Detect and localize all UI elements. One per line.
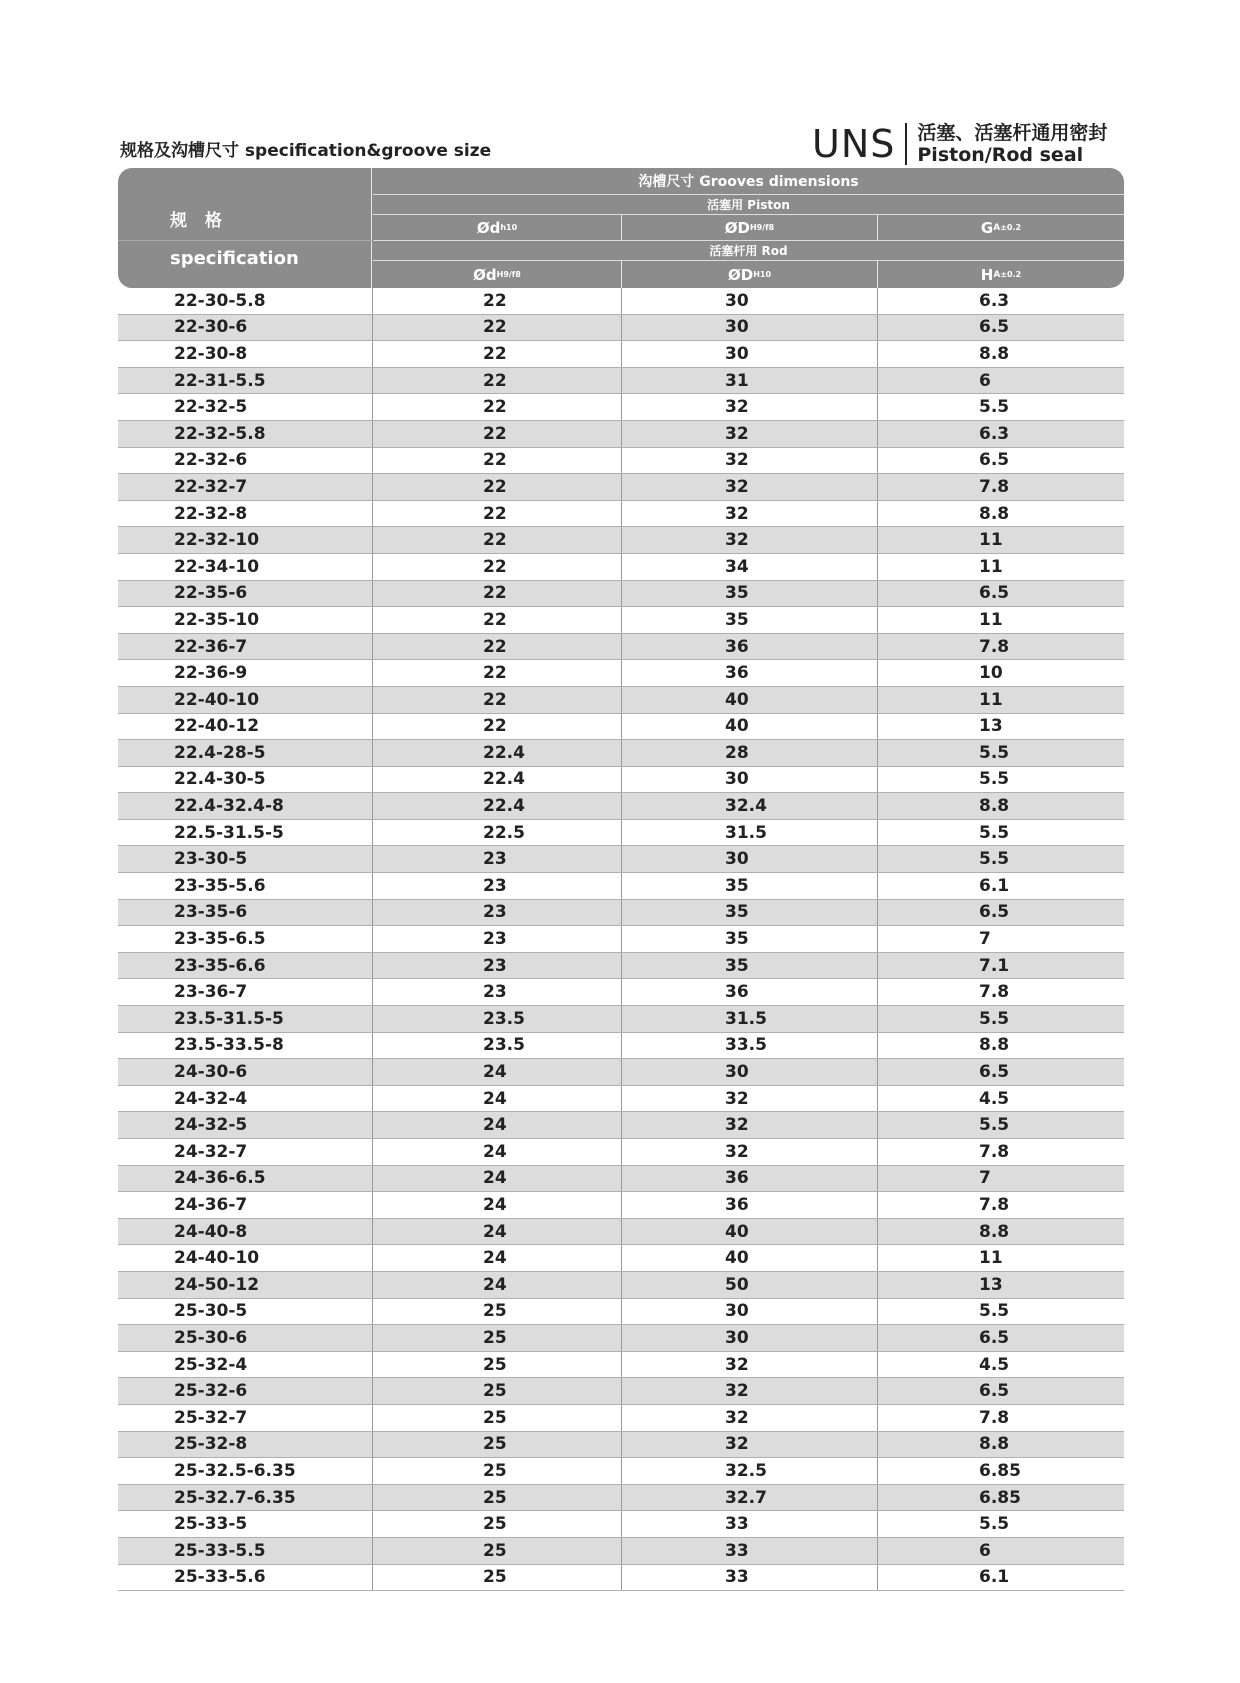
D-cell: 50 [622,1272,878,1298]
brand-text [907,122,1107,166]
d-cell: 25 [373,1432,622,1458]
D-cell: 32.5 [622,1458,878,1484]
piston-label: 活塞用 Piston [373,195,1124,215]
D-cell: 33 [622,1565,878,1591]
d-cell: 22.4 [373,793,622,819]
table-row [118,714,1124,741]
D-cell: 32 [622,474,878,500]
table-row [118,501,1124,528]
table-row [118,1086,1124,1113]
d-cell: 22 [373,607,622,633]
D-cell: 33.5 [622,1033,878,1059]
d-cell: 22 [373,581,622,607]
d-cell: 25 [373,1485,622,1511]
D-cell: 32 [622,1086,878,1112]
D-cell: 32 [622,421,878,447]
D-cell: 35 [622,581,878,607]
d-cell: 24 [373,1139,622,1165]
table-row [118,1192,1124,1219]
table-row [118,1272,1124,1299]
table-row [118,820,1124,847]
table-row [118,1245,1124,1272]
spec-cell: 25-30-6 [118,1325,373,1351]
d-cell: 22 [373,660,622,686]
table-row [118,953,1124,980]
D-cell: 32 [622,448,878,474]
table-row [118,1166,1124,1193]
page-title: 规格及沟槽尺寸 specification&groove size [120,141,492,161]
D-cell: 30 [622,341,878,367]
groove-width-cell: 5.5 [979,822,1010,843]
D-cell: 32 [622,1432,878,1458]
groove-width-cell: 5.5 [979,1115,1010,1136]
brand-block [812,120,1107,168]
d-cell: 25 [373,1458,622,1484]
spec-header [118,168,372,288]
table-row [118,1565,1124,1592]
d-cell: 22 [373,501,622,527]
D-cell: 35 [622,873,878,899]
d-cell: 23.5 [373,1006,622,1032]
D-cell: 31.5 [622,1006,878,1032]
D-cell: 32.4 [622,793,878,819]
D-cell: 35 [622,900,878,926]
d-cell: 22 [373,394,622,420]
D-cell: 36 [622,1192,878,1218]
spec-cell: 23-36-7 [118,979,373,1005]
table-row [118,1059,1124,1086]
d-cell: 23 [373,900,622,926]
table-row [118,394,1124,421]
groove-width-cell: 7.8 [979,1141,1010,1162]
spec-header-divider [118,240,372,241]
D-cell: 28 [622,740,878,766]
spec-cell: 24-32-5 [118,1112,373,1138]
groove-width-cell: 5.5 [979,849,1010,870]
D-cell: 33 [622,1538,878,1564]
groove-width-cell: 11 [979,609,1003,630]
d-cell: 23 [373,953,622,979]
d-cell: 25 [373,1325,622,1351]
spec-cell: 22-32-5.8 [118,421,373,447]
spec-cell: 22-31-5.5 [118,368,373,394]
D-cell: 40 [622,1219,878,1245]
spec-cell: 22-35-10 [118,607,373,633]
D-cell: 32 [622,1352,878,1378]
spec-cell: 23.5-33.5-8 [118,1033,373,1059]
spec-cell: 22.4-28-5 [118,740,373,766]
table-row [118,448,1124,475]
d-cell: 25 [373,1511,622,1537]
groove-width-cell: 13 [979,1274,1003,1295]
groove-width-cell: 11 [979,556,1003,577]
groove-width-cell: 7.8 [979,636,1010,657]
groove-width-cell: 5.5 [979,769,1010,790]
table-row [118,873,1124,900]
brand-title-zh: 活塞、活塞杆通用密封 [917,122,1108,144]
spec-cell: 22-32-8 [118,501,373,527]
groove-width-cell: 7.8 [979,982,1010,1003]
spec-cell: 24-36-7 [118,1192,373,1218]
groove-width-cell: 8.8 [979,796,1010,817]
spec-cell: 22-34-10 [118,554,373,580]
D-cell: 32.7 [622,1485,878,1511]
spec-cell: 22-30-8 [118,341,373,367]
table-row [118,846,1124,873]
spec-cell: 25-33-5.5 [118,1538,373,1564]
groove-width-cell: 6 [979,370,991,391]
spec-cell: 22-36-7 [118,634,373,660]
groove-width-cell: 7 [979,1168,991,1189]
D-cell: 33 [622,1511,878,1537]
d-cell: 22 [373,315,622,341]
groove-width-cell: 8.8 [979,1035,1010,1056]
D-cell: 36 [622,979,878,1005]
groove-width-cell: 6.5 [979,317,1010,338]
spec-cell: 24-40-8 [118,1219,373,1245]
spec-cell: 22.4-30-5 [118,767,373,793]
groove-width-cell: 6.5 [979,583,1010,604]
groove-width-cell: 6.5 [979,1381,1010,1402]
D-cell: 30 [622,846,878,872]
d-cell: 23 [373,979,622,1005]
spec-cell: 24-30-6 [118,1059,373,1085]
groove-width-cell: 6.5 [979,1062,1010,1083]
D-cell: 35 [622,953,878,979]
spec-cell: 24-32-7 [118,1139,373,1165]
groove-width-cell: 8.8 [979,503,1010,524]
table-row [118,1538,1124,1565]
spec-cell: 25-32-7 [118,1405,373,1431]
groove-width-cell: 6.1 [979,1567,1010,1588]
groove-width-cell: 6.3 [979,423,1010,444]
d-cell: 22 [373,527,622,553]
spec-cell: 23-35-6.5 [118,926,373,952]
spec-cell: 23-35-6 [118,900,373,926]
table-row [118,634,1124,661]
groove-width-cell: 6.1 [979,875,1010,896]
table-row [118,740,1124,767]
spec-cell: 22-35-6 [118,581,373,607]
table-row [118,288,1124,315]
groove-width-cell: 5.5 [979,397,1010,418]
spec-cell: 25-32.5-6.35 [118,1458,373,1484]
d-cell: 23 [373,926,622,952]
groove-width-cell: 8.8 [979,1434,1010,1455]
d-cell: 24 [373,1219,622,1245]
table-row [118,1378,1124,1405]
D-cell: 32 [622,1378,878,1404]
spec-cell: 24-36-6.5 [118,1166,373,1192]
table-row [118,926,1124,953]
table-row [118,1006,1124,1033]
table-row [118,1485,1124,1512]
spec-cell: 22.5-31.5-5 [118,820,373,846]
table-row [118,581,1124,608]
groove-width-cell: 10 [979,663,1003,684]
piston-D-header: ØD H9/f8 [622,215,878,240]
d-cell: 23 [373,873,622,899]
D-cell: 31.5 [622,820,878,846]
d-cell: 24 [373,1272,622,1298]
spec-cell: 24-40-10 [118,1245,373,1271]
d-cell: 24 [373,1112,622,1138]
table-row [118,1432,1124,1459]
groove-width-cell: 6.3 [979,290,1010,311]
spec-cell: 25-30-5 [118,1299,373,1325]
table-row [118,660,1124,687]
table-row [118,1352,1124,1379]
piston-columns [373,215,1124,241]
D-cell: 30 [622,315,878,341]
groove-width-cell: 5.5 [979,1514,1010,1535]
groove-width-cell: 6 [979,1540,991,1561]
groove-width-cell: 8.8 [979,1221,1010,1242]
spec-cell: 23-35-6.6 [118,953,373,979]
rod-columns [373,261,1124,288]
table-row [118,1033,1124,1060]
table-row [118,607,1124,634]
spec-cell: 25-32-6 [118,1378,373,1404]
table-row [118,368,1124,395]
D-cell: 32 [622,1112,878,1138]
groove-width-cell: 11 [979,530,1003,551]
spec-cell: 22-30-5.8 [118,288,373,314]
spec-cell: 22-36-9 [118,660,373,686]
d-cell: 25 [373,1405,622,1431]
d-cell: 25 [373,1299,622,1325]
spec-cell: 23.5-31.5-5 [118,1006,373,1032]
spec-header-en: specification [170,248,299,269]
spec-cell: 25-32.7-6.35 [118,1485,373,1511]
d-cell: 23 [373,846,622,872]
D-cell: 30 [622,767,878,793]
D-cell: 32 [622,394,878,420]
d-cell: 22 [373,474,622,500]
D-cell: 35 [622,926,878,952]
groove-width-cell: 11 [979,1248,1003,1269]
groove-width-cell: 11 [979,689,1003,710]
spec-cell: 25-32-8 [118,1432,373,1458]
table-row [118,1112,1124,1139]
spec-cell: 24-32-4 [118,1086,373,1112]
d-cell: 25 [373,1538,622,1564]
D-cell: 35 [622,607,878,633]
spec-cell: 22.4-32.4-8 [118,793,373,819]
D-cell: 32 [622,1405,878,1431]
D-cell: 36 [622,660,878,686]
groove-width-cell: 5.5 [979,742,1010,763]
D-cell: 36 [622,634,878,660]
d-cell: 22 [373,341,622,367]
table-row [118,1405,1124,1432]
groove-width-cell: 7.8 [979,1407,1010,1428]
groove-width-cell: 4.5 [979,1354,1010,1375]
groove-width-cell: 8.8 [979,343,1010,364]
table-row [118,900,1124,927]
table-row [118,554,1124,581]
d-cell: 22 [373,368,622,394]
table-row [118,1458,1124,1485]
spec-cell: 25-32-4 [118,1352,373,1378]
table-row [118,1139,1124,1166]
d-cell: 24 [373,1245,622,1271]
d-cell: 22.5 [373,820,622,846]
d-cell: 22.4 [373,767,622,793]
rod-D-header: ØD H10 [622,261,878,288]
rod-d-header: Ød H9/f8 [373,261,622,288]
spec-cell: 23-30-5 [118,846,373,872]
table-row [118,1325,1124,1352]
d-cell: 22.4 [373,740,622,766]
groove-width-cell: 6.85 [979,1460,1021,1481]
d-cell: 22 [373,288,622,314]
spec-cell: 24-50-12 [118,1272,373,1298]
spec-cell: 22-32-7 [118,474,373,500]
d-cell: 25 [373,1352,622,1378]
table-row [118,315,1124,342]
brand-code: UNS [812,123,907,165]
spec-cell: 23-35-5.6 [118,873,373,899]
table-row [118,979,1124,1006]
groove-width-cell: 5.5 [979,1301,1010,1322]
table-row [118,767,1124,794]
groove-width-cell: 7.8 [979,476,1010,497]
grooves-title: 沟槽尺寸 Grooves dimensions [373,168,1124,195]
D-cell: 40 [622,687,878,713]
D-cell: 40 [622,1245,878,1271]
spec-cell: 22-32-6 [118,448,373,474]
D-cell: 30 [622,1059,878,1085]
D-cell: 31 [622,368,878,394]
groove-width-cell: 13 [979,716,1003,737]
groove-width-cell: 6.5 [979,450,1010,471]
groove-width-cell: 6.5 [979,1327,1010,1348]
D-cell: 36 [622,1166,878,1192]
D-cell: 40 [622,714,878,740]
d-cell: 24 [373,1059,622,1085]
D-cell: 34 [622,554,878,580]
D-cell: 32 [622,527,878,553]
D-cell: 30 [622,1299,878,1325]
groove-width-cell: 5.5 [979,1008,1010,1029]
table-body [118,288,1124,1591]
piston-d-header: Ød h10 [373,215,622,240]
rod-label: 活塞杆用 Rod [373,241,1124,261]
table-row [118,1299,1124,1326]
d-cell: 25 [373,1565,622,1591]
d-cell: 23.5 [373,1033,622,1059]
d-cell: 24 [373,1166,622,1192]
D-cell: 30 [622,288,878,314]
groove-width-cell: 4.5 [979,1088,1010,1109]
groove-width-cell: 6.5 [979,902,1010,923]
d-cell: 25 [373,1378,622,1404]
table-header [118,168,1124,288]
d-cell: 24 [373,1192,622,1218]
spec-cell: 22-32-10 [118,527,373,553]
d-cell: 22 [373,687,622,713]
spec-cell: 22-40-12 [118,714,373,740]
d-cell: 22 [373,714,622,740]
spec-cell: 25-33-5.6 [118,1565,373,1591]
spec-cell: 25-33-5 [118,1511,373,1537]
table-row [118,793,1124,820]
d-cell: 22 [373,554,622,580]
groove-width-cell: 7.8 [979,1194,1010,1215]
grooves-header [373,168,1124,288]
D-cell: 32 [622,1139,878,1165]
table-row [118,1219,1124,1246]
spec-header-zh: 规 格 [170,211,228,231]
d-cell: 24 [373,1086,622,1112]
brand-title-en: Piston/Rod seal [917,144,1084,166]
groove-width-cell: 7.1 [979,955,1010,976]
groove-width-cell: 6.85 [979,1487,1021,1508]
d-cell: 22 [373,421,622,447]
table-row [118,421,1124,448]
table-row [118,527,1124,554]
groove-width-cell: 7 [979,929,991,950]
table-row [118,341,1124,368]
spec-cell: 22-30-6 [118,315,373,341]
D-cell: 32 [622,501,878,527]
table-row [118,1511,1124,1538]
piston-G-header: G A ±0.2 [980,218,1022,237]
d-cell: 22 [373,448,622,474]
spec-cell: 22-40-10 [118,687,373,713]
spec-cell: 22-32-5 [118,394,373,420]
rod-H-header: H A ±0.2 [980,265,1022,284]
table-row [118,474,1124,501]
table-row [118,687,1124,714]
d-cell: 22 [373,634,622,660]
D-cell: 30 [622,1325,878,1351]
spec-table [118,168,1124,1591]
